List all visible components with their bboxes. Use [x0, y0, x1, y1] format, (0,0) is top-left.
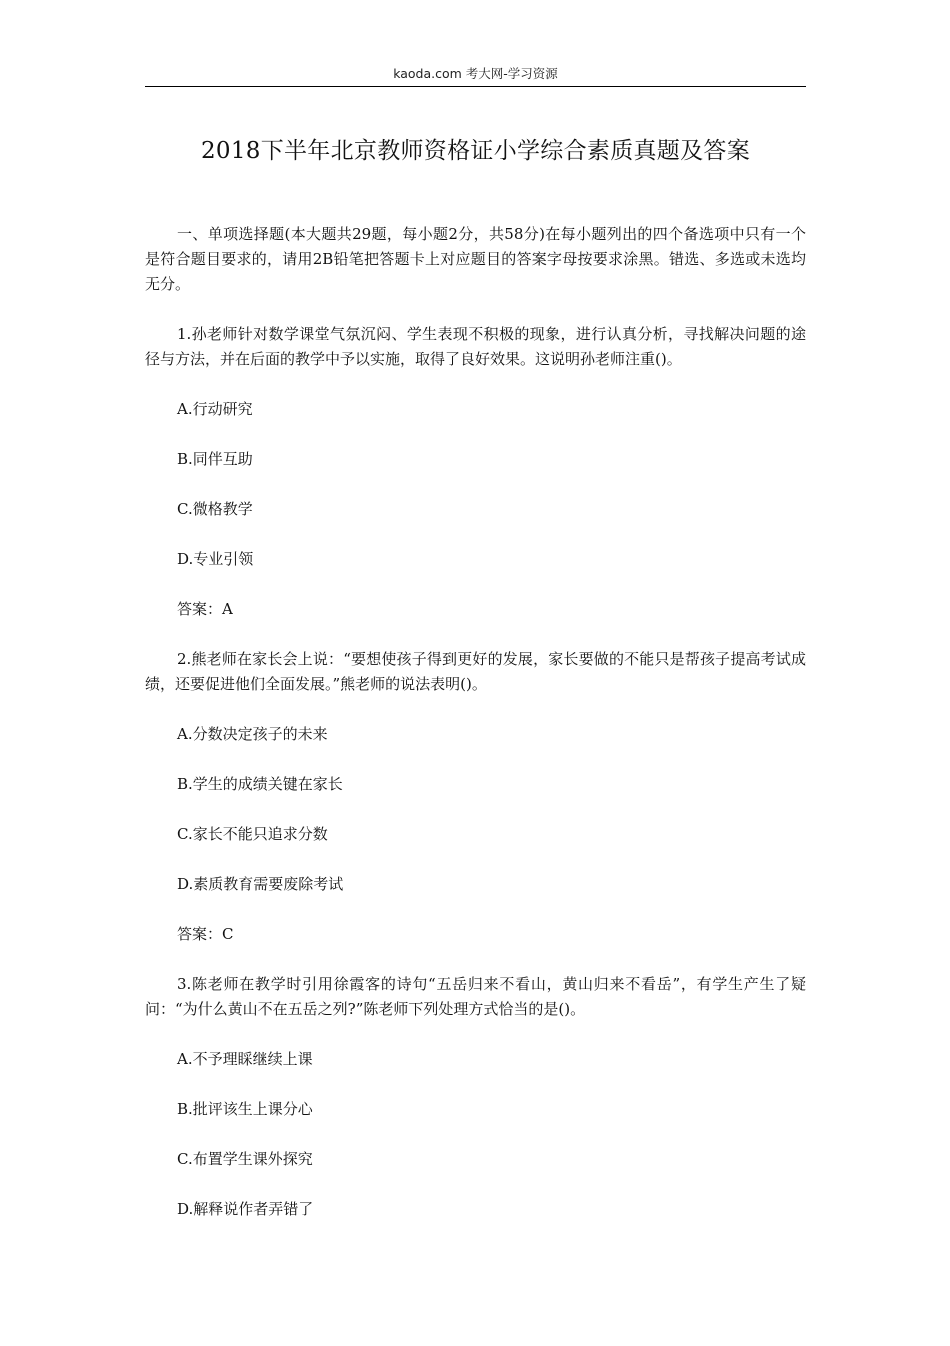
- question-1-option-a: A.行动研究: [177, 400, 253, 418]
- question-1-option-b: B.同伴互助: [177, 450, 253, 468]
- question-1-stem: 1.孙老师针对数学课堂气氛沉闷、学生表现不积极的现象，进行认真分析，寻找解决问题的途径与方法，并在后面的教学中予以实施，取得了良好效果。这说明孙老师注重()。: [145, 325, 806, 368]
- header-divider: [145, 86, 806, 87]
- question-3-option-c: C.布置学生课外探究: [177, 1150, 313, 1168]
- document-title: 2018下半年北京教师资格证小学综合素质真题及答案: [200, 138, 751, 164]
- question-1-answer: 答案：A: [177, 600, 233, 618]
- question-2-option-c: C.家长不能只追求分数: [177, 825, 328, 843]
- question-2-option-d: D.素质教育需要废除考试: [177, 875, 344, 893]
- question-3-stem: 3.陈老师在教学时引用徐霞客的诗句“五岳归来不看山，黄山归来不看岳”，有学生产生了疑问：“为什么黄山不在五岳之列?”陈老师下列处理方式恰当的是()。: [145, 975, 806, 1018]
- question-2-stem: 2.熊老师在家长会上说：“要想使孩子得到更好的发展，家长要做的不能只是帮孩子提高考试成绩，还要促进他们全面发展。”熊老师的说法表明()。: [145, 650, 806, 693]
- question-3-option-d: D.解释说作者弄错了: [177, 1200, 314, 1218]
- question-2-answer: 答案：C: [177, 925, 234, 943]
- instructions-paragraph: 一、单项选择题(本大题共29题，每小题2分，共58分)在每小题列出的四个备选项中只有一个是符合题目要求的，请用2B铅笔把答题卡上对应题目的答案字母按要求涂黑。错选、多选或未选均无分。: [145, 225, 806, 293]
- question-3-option-a: A.不予理睬继续上课: [177, 1050, 313, 1068]
- question-1-option-c: C.微格教学: [177, 500, 253, 518]
- question-1-option-d: D.专业引领: [177, 550, 254, 568]
- question-2-option-a: A.分数决定孩子的未来: [177, 725, 328, 743]
- question-2-option-b: B.学生的成绩关键在家长: [177, 775, 343, 793]
- question-3-option-b: B.批评该生上课分心: [177, 1100, 313, 1118]
- page-header: kaoda.com 考大网-学习资源: [393, 66, 558, 81]
